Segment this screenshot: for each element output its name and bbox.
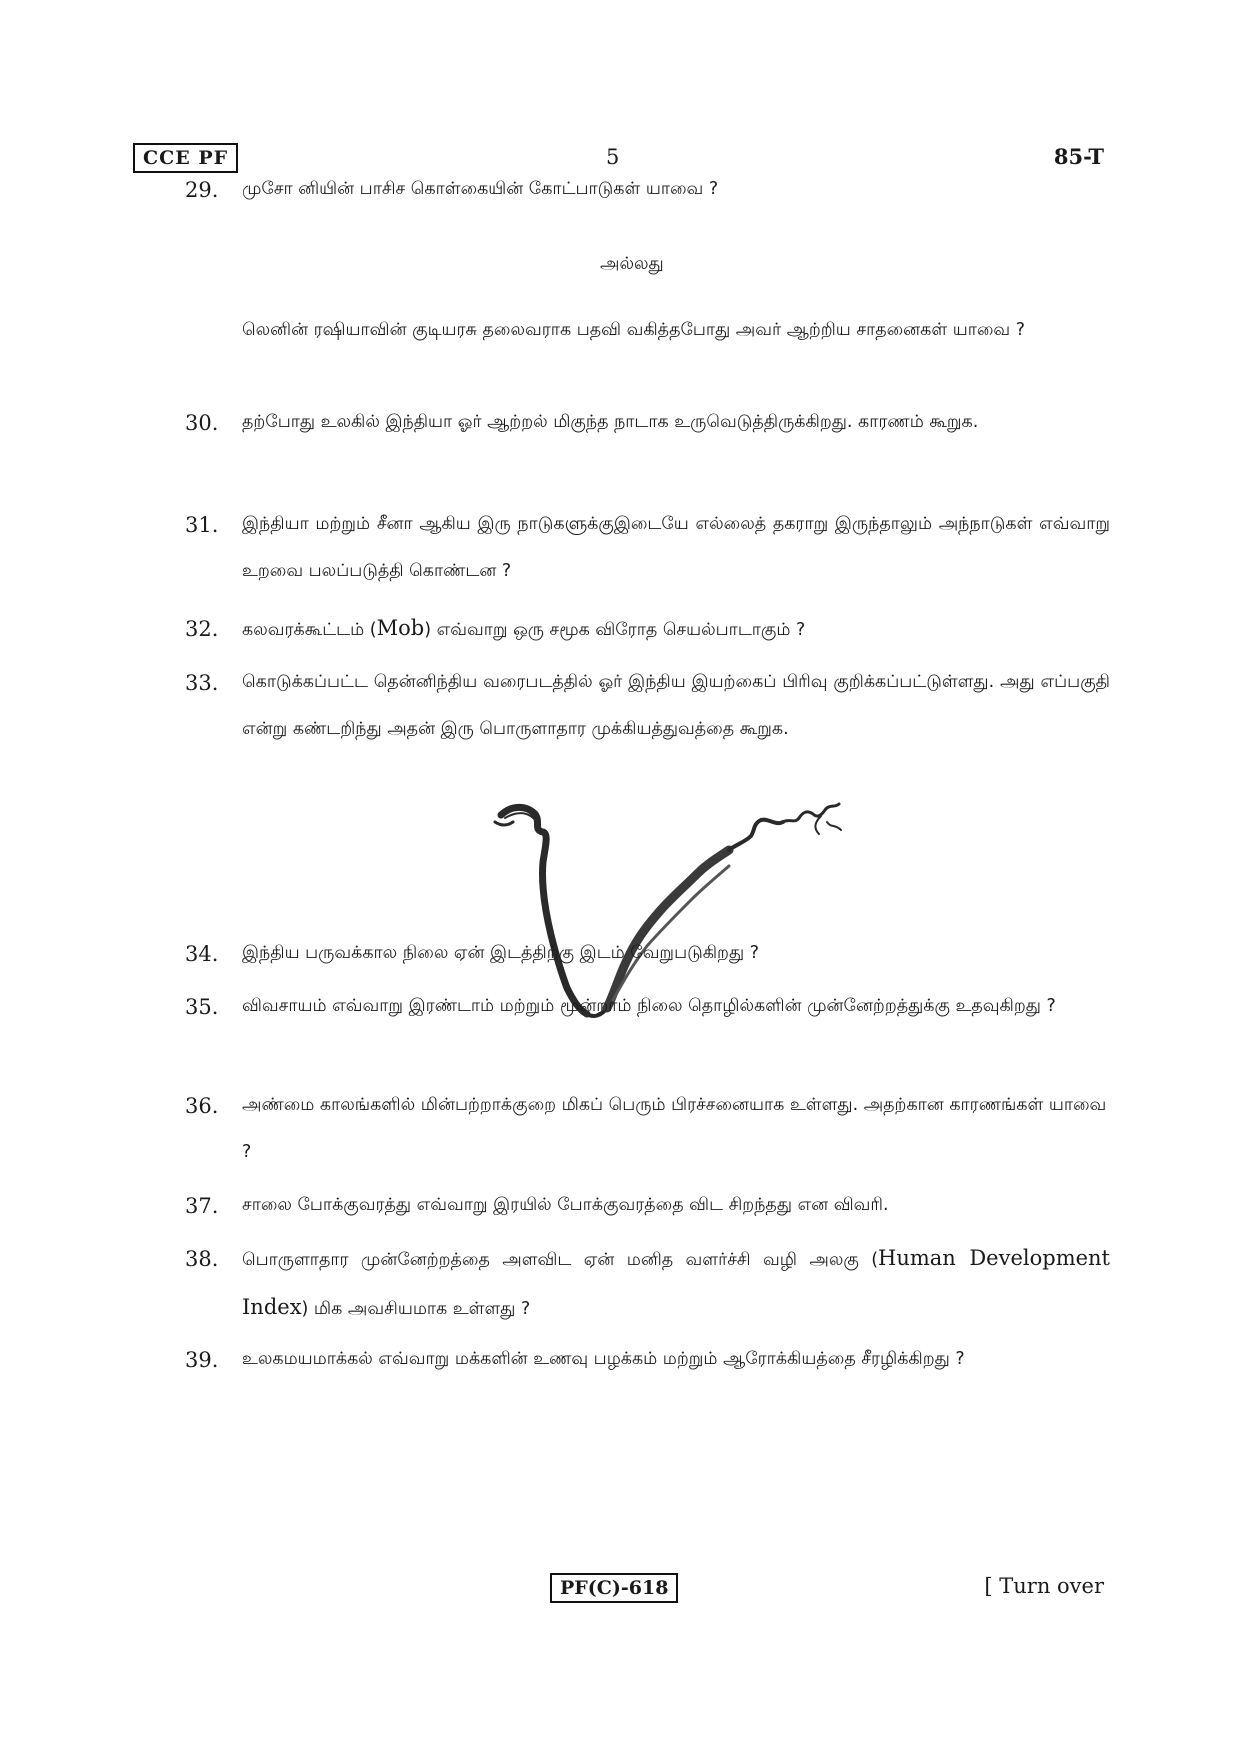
question-text: விவசாயம் எவ்வாறு இரண்டாம் மற்றும் மூன்றாம் நிலை தொழில்களின் முன்னேற்றத்துக்கு உதவுகிறது ? bbox=[242, 996, 1056, 1016]
question-number: 32. bbox=[185, 617, 219, 641]
question-text-part: பொருளாதார முன்னேற்றத்தை அளவிட ஏன் மனித வளர்ச்சி வழி அலகு ( bbox=[242, 1250, 879, 1270]
question-number: 34. bbox=[185, 942, 219, 966]
question-30 bbox=[185, 409, 1110, 499]
question-36 bbox=[185, 1092, 1110, 1182]
turn-over-label: [ Turn over bbox=[984, 1574, 1104, 1598]
question-text: சாலை போக்குவரத்து எவ்வாறு இரயில் போக்குவரத்தை விட சிறந்தது என விவரி. bbox=[242, 1195, 889, 1215]
question-37 bbox=[185, 1192, 1110, 1232]
question-text-part: ) மிக அவசியமாக உள்ளது ? bbox=[301, 1299, 531, 1319]
question-number: 29. bbox=[185, 178, 219, 202]
question-number: 38. bbox=[185, 1247, 219, 1271]
question-35 bbox=[185, 993, 1110, 1083]
paper-code: 85-T bbox=[1053, 144, 1104, 169]
question-number: 33. bbox=[185, 671, 219, 695]
question-number: 39. bbox=[185, 1348, 219, 1372]
question-text: முசோ னியின் பாசிச கொள்கையின் கோட்பாடுகள் யாவை ? bbox=[242, 179, 719, 199]
question-text-part: கலவரக்கூட்டம் ( bbox=[242, 620, 377, 640]
question-text bbox=[242, 1235, 1110, 1333]
question-29-alternative: லெனின் ரஷியாவின் குடியரசு தலைவராக பதவி வகித்தபோது அவர் ஆற்றிய சாதனைகள் யாவை ? bbox=[242, 320, 1025, 340]
question-text: அண்மை காலங்களில் மின்பற்றாக்குறை மிகப் பெரும் பிரச்சனையாக உள்ளது. அதற்கான காரணங்கள் யாவை ? bbox=[242, 1095, 1107, 1162]
question-text-latin: Human Development Index bbox=[242, 1246, 1110, 1319]
question-39 bbox=[185, 1346, 1110, 1436]
question-text-part: ) எவ்வாறு ஒரு சமூக விரோத செயல்பாடாகும் ? bbox=[424, 620, 806, 640]
question-text-latin: Mob bbox=[376, 616, 425, 640]
question-33 bbox=[185, 669, 1110, 809]
question-number: 35. bbox=[185, 995, 219, 1019]
question-number: 31. bbox=[185, 513, 219, 537]
question-31 bbox=[185, 511, 1110, 601]
question-29 bbox=[185, 176, 1110, 216]
question-32 bbox=[185, 615, 1110, 655]
question-text: இந்திய பருவக்கால நிலை ஏன் இடத்திற்கு இடம் வேறுபடுகிறது ? bbox=[242, 943, 759, 963]
question-34 bbox=[185, 940, 1110, 980]
page-number: 5 bbox=[606, 145, 620, 169]
question-number: 30. bbox=[185, 411, 219, 435]
question-text: இந்தியா மற்றும் சீனா ஆகிய இரு நாடுகளுக்குஇடையே எல்லைத் தகராறு இருந்தாலும் அந்நாடுகள் எவ்வாறு உறவை பலப்படுத்தி கொண்டன ? bbox=[242, 514, 1110, 581]
question-number: 36. bbox=[185, 1094, 219, 1118]
footer-code-box: PF(C)-618 bbox=[550, 1573, 678, 1603]
exam-code-box: CCE PF bbox=[133, 143, 238, 173]
question-text bbox=[242, 605, 1110, 654]
question-number: 37. bbox=[185, 1194, 219, 1218]
question-text: தற்போது உலகில் இந்தியா ஓர் ஆற்றல் மிகுந்த நாடாக உருவெடுத்திருக்கிறது. காரணம் கூறுக. bbox=[242, 412, 979, 432]
question-text: உலகமயமாக்கல் எவ்வாறு மக்களின் உணவு பழக்கம் மற்றும் ஆரோக்கியத்தை சீரழிக்கிறது ? bbox=[242, 1349, 965, 1369]
question-text: கொடுக்கப்பட்ட தென்னிந்திய வரைபடத்தில் ஓர் இந்திய இயற்கைப் பிரிவு குறிக்கப்பட்டுள்ளது. அது எப்பகுதி என்று கண்டறிந்து அதன் இரு பொருளாதார முக்கியத்துவத்தை கூறுக. bbox=[242, 672, 1110, 739]
question-38 bbox=[185, 1245, 1110, 1335]
or-label: அல்லது bbox=[600, 254, 664, 274]
